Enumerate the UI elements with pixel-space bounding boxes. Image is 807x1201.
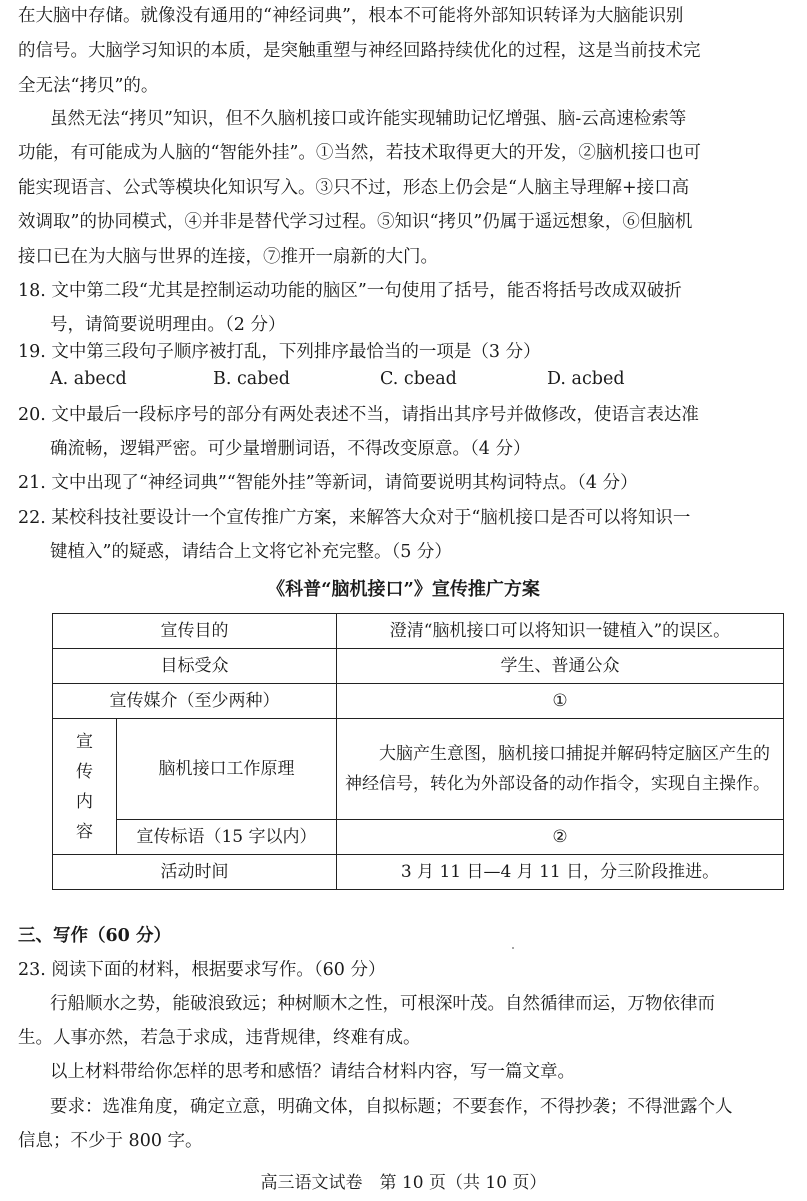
table-row: [53, 649, 784, 684]
question-22-cont: 键植入”的疑惑，请结合上文将它补充完整。（5 分）: [50, 542, 452, 562]
question-20-cont: 确流畅，逻辑严密。可少量增删词语，不得改变原意。（4 分）: [50, 439, 531, 459]
material-line: 行船顺水之势，能破浪致远；种树顺木之性，可根深叶茂。自然循律而运，万物依律而: [50, 994, 715, 1014]
time-label: 活动时间: [53, 855, 337, 890]
purpose-value: 澄清“脑机接口可以将知识一键植入”的误区。: [337, 614, 784, 649]
paragraph-line: 接口已在为大脑与世界的连接，⑦推开一扇新的大门。: [18, 247, 438, 267]
table-row: [53, 820, 784, 855]
requirements-line: 要求：选准角度，确定立意，明确文体，自拟标题；不要套作，不得抄袭；不得泄露个人: [50, 1097, 733, 1117]
requirements-line: 信息；不少于 800 字。: [18, 1131, 203, 1151]
slogan-label: 宣传标语（15 字以内）: [117, 820, 337, 855]
paragraph-line: 功能，有可能成为人脑的“智能外挂”。①当然，若技术取得更大的开发，②脑机接口也可: [18, 143, 701, 163]
content-group-label: 宣传内容: [53, 719, 117, 855]
paragraph-line: 效调取”的协同模式，④并非是替代学习过程。⑤知识“拷贝”仍属于遥远想象，⑥但脑机: [18, 212, 693, 232]
table-row: [53, 855, 784, 890]
slogan-blank: ②: [337, 820, 784, 855]
table-title: 《科普“脑机接口”》宣传推广方案: [267, 579, 540, 600]
principle-value: 大脑产生意图，脑机接口捕捉并解码特定脑区产生的神经信号，转化为外部设备的动作指令，实现自主操作。: [337, 719, 784, 820]
section-heading: 三、写作（60 分）: [18, 926, 171, 946]
audience-value: 学生、普通公众: [337, 649, 784, 684]
audience-label: 目标受众: [53, 649, 337, 684]
page-footer: 高三语文试卷 第 10 页（共 10 页）: [260, 1173, 547, 1193]
question-21: 21. 文中出现了“神经词典”“智能外挂”等新词，请简要说明其构词特点。（4 分）: [18, 473, 638, 493]
option-c: C. cbead: [380, 369, 457, 389]
question-18: 18. 文中第二段“尤其是控制运动功能的脑区”一句使用了括号，能否将括号改成双破折: [18, 281, 682, 301]
passage-line: 全无法“拷贝”的。: [18, 76, 159, 96]
paragraph-line: 虽然无法“拷贝”知识，但不久脑机接口或许能实现辅助记忆增强、脑-云高速检索等: [50, 109, 687, 129]
time-value: 3 月 11 日—4 月 11 日，分三阶段推进。: [337, 855, 784, 890]
media-label: 宣传媒介（至少两种）: [53, 684, 337, 719]
option-a: A. abecd: [50, 369, 127, 389]
question-20: 20. 文中最后一段标序号的部分有两处表述不当，请指出其序号并做修改，使语言表达准: [18, 405, 699, 425]
passage-line: 在大脑中存储。就像没有通用的“神经词典”，根本不可能将外部知识转译为大脑能识别: [18, 6, 684, 26]
question-19: 19. 文中第三段句子顺序被打乱，下列排序最恰当的一项是（3 分）: [18, 342, 541, 362]
promotion-plan-table: [52, 613, 784, 890]
question-18-cont: 号，请简要说明理由。（2 分）: [50, 315, 286, 335]
writing-prompt: 以上材料带给你怎样的思考和感悟？请结合材料内容，写一篇文章。: [50, 1062, 575, 1082]
table-row: [53, 614, 784, 649]
question-23: 23. 阅读下面的材料，根据要求写作。（60 分）: [18, 960, 386, 980]
principle-label: 脑机接口工作原理: [117, 719, 337, 820]
table-row: [53, 719, 784, 820]
passage-line: 的信号。大脑学习知识的本质，是突触重塑与神经回路持续优化的过程，这是当前技术完: [18, 41, 701, 61]
question-22: 22. 某校科技社要设计一个宣传推广方案，来解答大众对于“脑机接口是否可以将知识一: [18, 508, 691, 528]
purpose-label: 宣传目的: [53, 614, 337, 649]
option-d: D. acbed: [547, 369, 625, 389]
material-line: 生。人事亦然，若急于求成，违背规律，终难有成。: [18, 1028, 421, 1048]
paragraph-line: 能实现语言、公式等模块化知识写入。③只不过，形态上仍会是“人脑主导理解+接口高: [18, 178, 690, 198]
question-19-options: [50, 369, 750, 393]
media-blank: ①: [337, 684, 784, 719]
option-b: B. cabed: [213, 369, 290, 389]
scan-speck: [512, 947, 514, 949]
table-row: [53, 684, 784, 719]
